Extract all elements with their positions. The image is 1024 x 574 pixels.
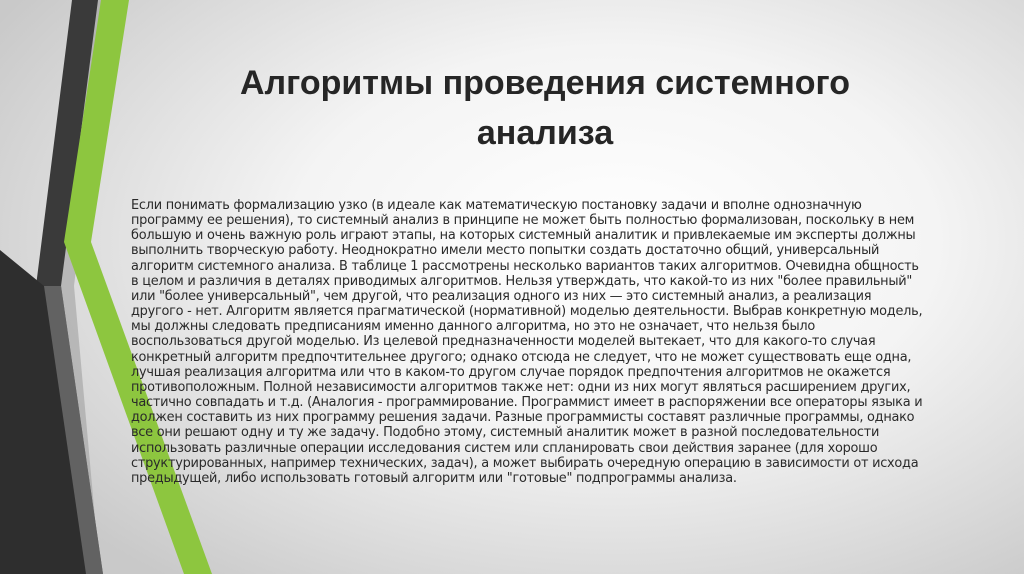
body-line: должен составить из них программу решения задачи. Разные программисты составят различные программы, однако	[131, 410, 915, 426]
body-paragraph	[131, 198, 963, 486]
title-line-1: Алгоритмы проведения системного	[239, 64, 850, 102]
body-line: структурированных, например технических, задач), а может выбирать очередную операцию в зависимости от исхода	[131, 455, 919, 471]
body-line: конкретный алгоритм предпочтительнее другого; однако отсюда не следует, что не может существовать еще одна,	[131, 349, 912, 365]
body-line: все они решают одну и ту же задачу. Подобно этому, системный аналитик может в разной последовательности	[131, 425, 880, 441]
body-line: использовать различные операции исследования систем или спланировать свои действия заранее (для хорошо	[131, 440, 878, 456]
body-line: лучшая реализация алгоритма или что в каком-то другом случае порядок предпочтения алгоритмов не окажется	[131, 364, 891, 380]
title-line-2: анализа	[476, 114, 614, 152]
body-line: программу ее решения), то системный анализ в принципе не может быть полностью формализован, поскольку в нем	[131, 213, 915, 229]
body-line: большую и очень важную роль играют этапы, на которых системный аналитик и привлекаемые им эксперты должны	[131, 228, 916, 244]
body-line: частично совпадать и т.д. (Аналогия - программирование. Программист имеет в распоряжении все операторы языка и	[131, 395, 923, 411]
body-line: Если понимать формализацию узко (в идеале как математическую постановку задачи и вполне однозначную	[131, 198, 862, 213]
body-line: воспользоваться другой моделью. Из целевой предназначенности моделей вытекает, что для какого-то случая	[131, 334, 876, 350]
body-line: другого - нет. Алгоритм является прагматической (нормативной) моделью деятельности. Выбрав конкретную модель,	[131, 304, 923, 320]
body-line: предыдущей, либо использовать готовый алгоритм или "готовые" подпрограммы анализа.	[131, 470, 737, 486]
body-line: в целом и различия в деталях приводимых алгоритмов. Нельзя утверждать, что какой-то из них "более правильный"	[131, 273, 913, 289]
body-line: выполнить творческую работу. Неоднократно имели место попытки создать достаточно общий, универсальный	[131, 243, 880, 259]
body-line: мы должны следовать предписаниям именно данного алгоритма, но это не означает, что нельзя было	[131, 319, 816, 335]
body-line: противоположным. Полной независимости алгоритмов также нет: одни из них могут являться расширением других,	[131, 379, 911, 395]
slide-title	[150, 58, 940, 158]
body-line: алгоритм системного анализа. В таблице 1 рассмотрены несколько вариантов таких алгоритмов. Очевидна общность	[131, 258, 919, 274]
body-line: или "более универсальный", чем другой, что реализация одного из них — это системный анализ, а реализация	[131, 288, 872, 304]
